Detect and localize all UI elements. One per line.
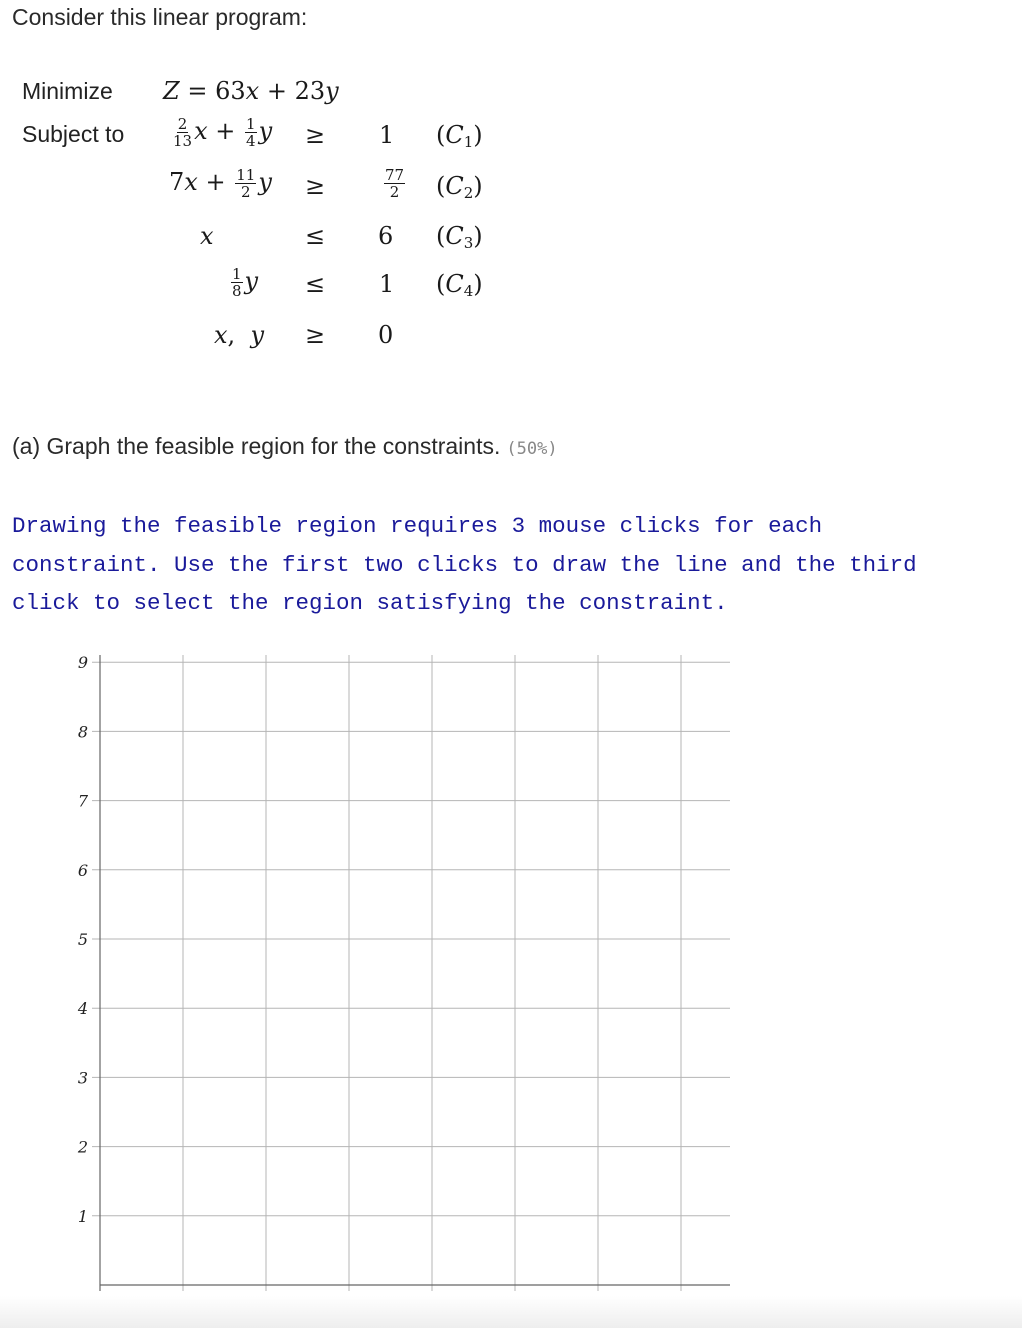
question-text: (a) Graph the feasible region for the constraints. (12, 433, 501, 459)
y-tick-label: 9 (77, 653, 88, 673)
constraint-c1-relation: ≥ (305, 121, 326, 149)
constraint-c4-rhs: 1 (379, 270, 395, 298)
subject-to-label: Subject to (22, 121, 125, 147)
feasible-region-graph[interactable] (0, 645, 760, 1305)
constraint-c2-relation: ≥ (305, 172, 326, 200)
constraint-c3-relation: ≤ (305, 222, 326, 250)
nonneg-rhs: 0 (378, 321, 394, 349)
y-tick-label: 6 (77, 860, 88, 880)
constraint-c4-tag: $(C_4)$ (436, 270, 483, 300)
constraint-c2-rhs: $\frac{77}{2}$ (385, 166, 405, 201)
y-tick-label: 2 (77, 1137, 88, 1157)
axes (100, 655, 730, 1291)
objective-function: Z = 63x + 23y (163, 77, 339, 105)
y-axis-tick-labels (77, 653, 89, 1226)
grid (92, 655, 730, 1291)
question-a (12, 433, 558, 460)
constraint-c4-relation: ≤ (305, 270, 326, 298)
nonneg-lhs: x, y (214, 321, 265, 349)
constraint-c3-rhs: 6 (378, 222, 394, 250)
constraint-c3-lhs: x (200, 222, 214, 250)
constraint-c1-tag: $(C_1)$ (436, 121, 483, 151)
intro-text: Consider this linear program: (12, 4, 308, 30)
y-tick-label: 8 (77, 722, 88, 742)
drawing-instructions: Drawing the feasible region requires 3 mouse clicks for each constraint. Use the first two clicks to draw the line and the third click to select the region satisfying the constraint. (12, 513, 917, 616)
y-tick-label: 7 (77, 791, 88, 811)
constraint-c1-rhs: 1 (379, 121, 395, 149)
constraint-c2-tag: $(C_2)$ (436, 172, 483, 202)
y-tick-label: 1 (77, 1206, 88, 1226)
bottom-edge (0, 1296, 1022, 1328)
constraint-c3-tag: $(C_3)$ (436, 222, 483, 252)
nonneg-relation: ≥ (305, 321, 326, 349)
question-percent: (50%) (506, 439, 558, 459)
y-tick-label: 5 (77, 930, 88, 949)
y-tick-label: 4 (77, 999, 88, 1019)
y-tick-label: 3 (77, 1068, 88, 1088)
constraint-c4-lhs: $\frac{1}{8}$ y (232, 265, 259, 300)
constraint-c2-lhs: 7x + $\frac{11}{2}$ y (169, 166, 272, 201)
minimize-label: Minimize (22, 78, 113, 104)
constraint-c1-lhs: $\frac{2}{13}$ x + $\frac{1}{4}$ y (173, 115, 273, 150)
